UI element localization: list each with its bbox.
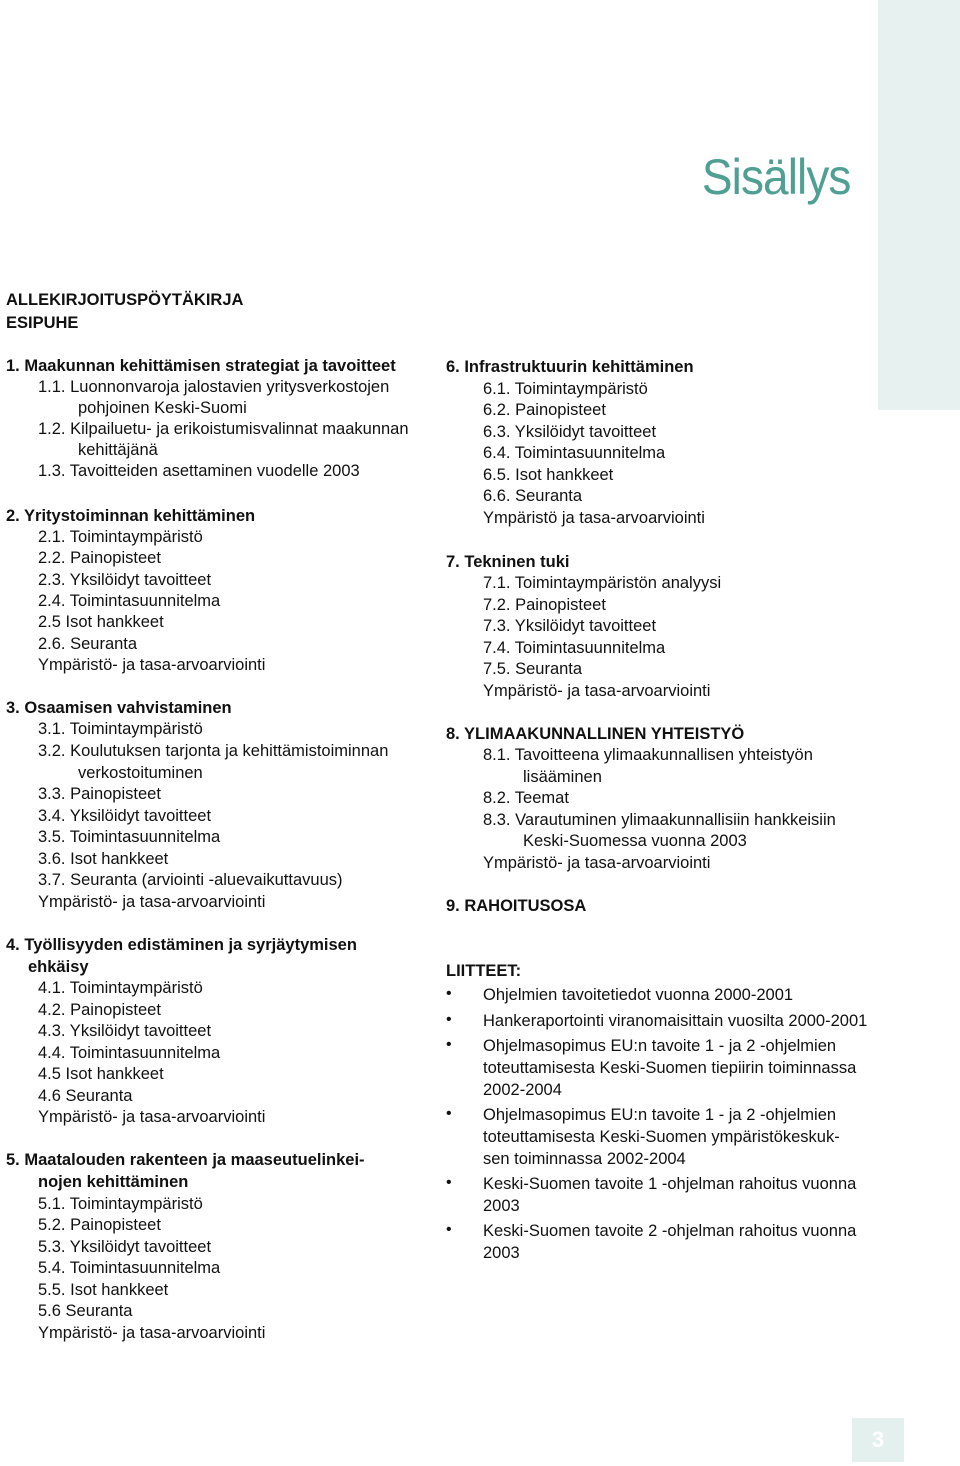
toc-item-4-4[interactable]: 4.4. Toimintasuunnitelma: [38, 1044, 221, 1062]
appendix-item-1: Ohjelmien tavoitetiedot vuonna 2000-2001: [483, 986, 794, 1004]
toc-section-4-cont: ehkäisy: [28, 958, 89, 976]
page-number: 3: [871, 1427, 885, 1452]
toc-item-3-2[interactable]: 3.2. Koulutuksen tarjonta ja kehittämistoiminnan: [38, 742, 389, 760]
toc-item-4-2[interactable]: 4.2. Painopisteet: [38, 1001, 161, 1019]
toc-item-7-4[interactable]: 7.4. Toimintasuunnitelma: [483, 639, 666, 657]
appendix-bullet-1: •: [446, 985, 452, 1002]
toc-item-3-6[interactable]: 3.6. Isot hankkeet: [38, 850, 169, 868]
appendix-bullet-3: •: [446, 1036, 452, 1053]
toc-item-4-3[interactable]: 4.3. Yksilöidyt tavoitteet: [38, 1022, 212, 1040]
toc-item-2-env[interactable]: Ympäristö- ja tasa-arvoarviointi: [38, 656, 266, 674]
toc-item-7-5[interactable]: 7.5. Seuranta: [483, 660, 583, 678]
toc-item-1-3[interactable]: 1.3. Tavoitteiden asettaminen vuodelle 2003: [38, 462, 360, 480]
toc-item-7-3[interactable]: 7.3. Yksilöidyt tavoitteet: [483, 617, 657, 635]
toc-item-6-2[interactable]: 6.2. Painopisteet: [483, 401, 606, 419]
toc-item-6-5[interactable]: 6.5. Isot hankkeet: [483, 466, 614, 484]
toc-item-2-2[interactable]: 2.2. Painopisteet: [38, 549, 161, 567]
toc-item-2-3[interactable]: 2.3. Yksilöidyt tavoitteet: [38, 571, 212, 589]
toc-item-3-2-cont: verkostoituminen: [78, 764, 203, 782]
toc-section-2[interactable]: 2. Yritystoiminnan kehittäminen: [6, 507, 256, 525]
toc-item-3-env[interactable]: Ympäristö- ja tasa-arvoarviointi: [38, 893, 266, 911]
toc-item-2-6[interactable]: 2.6. Seuranta: [38, 635, 138, 653]
appendix-bullet-5: •: [446, 1174, 452, 1191]
toc-item-8-3[interactable]: 8.3. Varautuminen ylimaakunnallisiin hankkeisiin: [483, 811, 836, 829]
toc-foreword[interactable]: ESIPUHE: [6, 314, 79, 332]
decorative-side-strip: [878, 0, 960, 410]
toc-item-1-2-cont: kehittäjänä: [78, 441, 158, 459]
toc-item-4-env[interactable]: Ympäristö- ja tasa-arvoarviointi: [38, 1108, 266, 1126]
appendix-item-4-line-2: toteuttamisesta Keski-Suomen ympäristökeskuk-: [483, 1128, 840, 1146]
appendix-item-6: Keski-Suomen tavoite 2 -ohjelman rahoitus vuonna: [483, 1222, 857, 1240]
toc-item-3-3[interactable]: 3.3. Painopisteet: [38, 785, 161, 803]
toc-item-3-1[interactable]: 3.1. Toimintaympäristö: [38, 720, 203, 738]
toc-item-5-6[interactable]: 5.6 Seuranta: [38, 1302, 133, 1320]
toc-item-7-2[interactable]: 7.2. Painopisteet: [483, 596, 606, 614]
toc-item-5-3[interactable]: 5.3. Yksilöidyt tavoitteet: [38, 1238, 212, 1256]
toc-item-4-5[interactable]: 4.5 Isot hankkeet: [38, 1065, 164, 1083]
toc-item-7-1[interactable]: 7.1. Toimintaympäristön analyysi: [483, 574, 722, 592]
toc-section-6[interactable]: 6. Infrastruktuurin kehittäminen: [446, 358, 694, 376]
toc-item-6-4[interactable]: 6.4. Toimintasuunnitelma: [483, 444, 666, 462]
appendix-bullet-2: •: [446, 1011, 452, 1028]
appendix-item-3: Ohjelmasopimus EU:n tavoite 1 - ja 2 -ohjelmien: [483, 1037, 837, 1055]
toc-item-5-env[interactable]: Ympäristö- ja tasa-arvoarviointi: [38, 1324, 266, 1342]
toc-item-2-5[interactable]: 2.5 Isot hankkeet: [38, 613, 164, 631]
appendix-bullet-6: •: [446, 1221, 452, 1238]
page-title: Sisällys: [701, 149, 850, 205]
toc-item-1-2[interactable]: 1.2. Kilpailuetu- ja erikoistumisvalinnat maakunnan: [38, 420, 409, 438]
appendix-item-4: Ohjelmasopimus EU:n tavoite 1 - ja 2 -ohjelmien: [483, 1106, 837, 1124]
toc-section-3[interactable]: 3. Osaamisen vahvistaminen: [6, 699, 232, 717]
toc-section-5-cont: nojen kehittäminen: [38, 1173, 189, 1191]
toc-section-4[interactable]: 4. Työllisyyden edistäminen ja syrjäytymisen: [6, 936, 357, 954]
toc-item-2-1[interactable]: 2.1. Toimintaympäristö: [38, 528, 203, 546]
toc-section-7[interactable]: 7. Tekninen tuki: [446, 553, 570, 571]
toc-item-6-env[interactable]: Ympäristö ja tasa-arvoarviointi: [483, 509, 705, 527]
toc-item-5-1[interactable]: 5.1. Toimintaympäristö: [38, 1195, 203, 1213]
toc-item-1-1-cont: pohjoinen Keski-Suomi: [78, 399, 247, 417]
appendix-item-5: Keski-Suomen tavoite 1 -ohjelman rahoitus vuonna: [483, 1175, 857, 1193]
toc-section-5[interactable]: 5. Maatalouden rakenteen ja maaseutuelinkei-: [6, 1151, 365, 1169]
appendix-item-3-line-3: 2002-2004: [483, 1081, 562, 1099]
toc-item-3-7[interactable]: 3.7. Seuranta (arviointi -aluevaikuttavuus): [38, 871, 343, 889]
toc-item-5-4[interactable]: 5.4. Toimintasuunnitelma: [38, 1259, 221, 1277]
toc-section-8[interactable]: 8. YLIMAAKUNNALLINEN YHTEISTYÖ: [446, 725, 745, 743]
toc-item-6-3[interactable]: 6.3. Yksilöidyt tavoitteet: [483, 423, 657, 441]
toc-item-4-6[interactable]: 4.6 Seuranta: [38, 1087, 133, 1105]
toc-item-6-6[interactable]: 6.6. Seuranta: [483, 487, 583, 505]
appendix-item-5-line-2: 2003: [483, 1197, 520, 1215]
toc-item-3-5[interactable]: 3.5. Toimintasuunnitelma: [38, 828, 221, 846]
toc-section-1[interactable]: 1. Maakunnan kehittämisen strategiat ja tavoitteet: [6, 357, 396, 375]
appendix-item-4-line-3: sen toiminnassa 2002-2004: [483, 1150, 686, 1168]
toc-item-8-2[interactable]: 8.2. Teemat: [483, 789, 569, 807]
toc-item-5-2[interactable]: 5.2. Painopisteet: [38, 1216, 161, 1234]
toc-item-8-1[interactable]: 8.1. Tavoitteena ylimaakunnallisen yhteistyön: [483, 746, 813, 764]
toc-item-4-1[interactable]: 4.1. Toimintaympäristö: [38, 979, 203, 997]
appendix-title: LIITTEET:: [446, 962, 522, 980]
appendix-item-3-line-2: toteuttamisesta Keski-Suomen tiepiirin toiminnassa: [483, 1059, 857, 1077]
toc-item-8-3-cont: Keski-Suomessa vuonna 2003: [523, 832, 747, 850]
toc-item-6-1[interactable]: 6.1. Toimintaympäristö: [483, 380, 648, 398]
toc-section-9[interactable]: 9. RAHOITUSOSA: [446, 897, 587, 915]
appendix-item-2: Hankeraportointi viranomaisittain vuosilta 2000-2001: [483, 1012, 868, 1030]
appendix-bullet-4: •: [446, 1105, 452, 1122]
toc-item-2-4[interactable]: 2.4. Toimintasuunnitelma: [38, 592, 221, 610]
appendix-item-6-line-2: 2003: [483, 1244, 520, 1262]
page-number-box: [852, 1418, 904, 1462]
toc-item-1-1[interactable]: 1.1. Luonnonvaroja jalostavien yritysverkostojen: [38, 378, 390, 396]
toc-item-8-1-cont: lisääminen: [523, 768, 602, 786]
toc-item-3-4[interactable]: 3.4. Yksilöidyt tavoitteet: [38, 807, 212, 825]
toc-signature-minutes[interactable]: ALLEKIRJOITUSPÖYTÄKIRJA: [6, 291, 244, 309]
toc-item-7-env[interactable]: Ympäristö- ja tasa-arvoarviointi: [483, 682, 711, 700]
toc-item-8-env[interactable]: Ympäristö- ja tasa-arvoarviointi: [483, 854, 711, 872]
toc-item-5-5[interactable]: 5.5. Isot hankkeet: [38, 1281, 169, 1299]
